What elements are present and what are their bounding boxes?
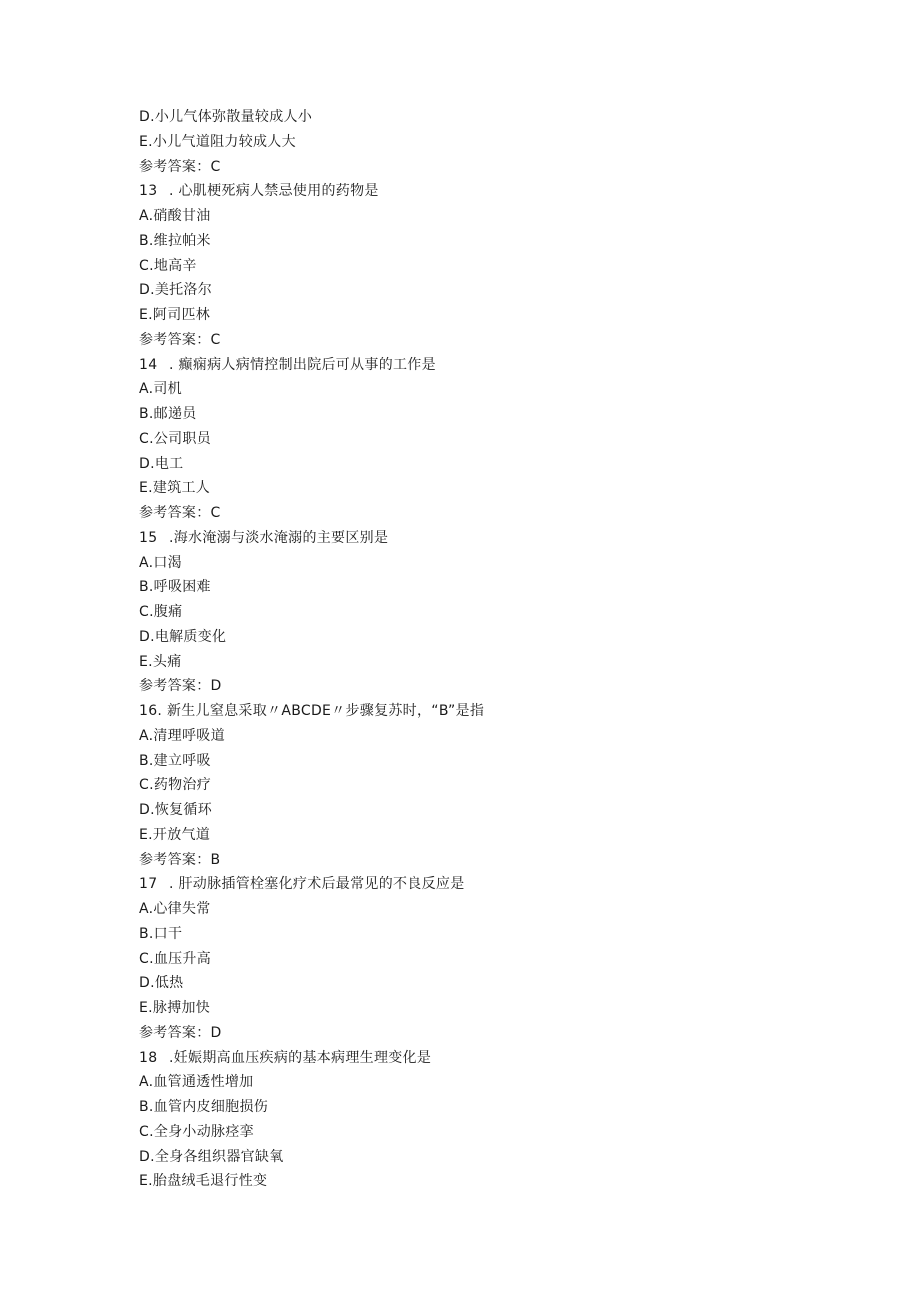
- question-stem: [139, 353, 839, 378]
- question-text: 新生儿窒息采取〃ABCDE〃步骤复苏时，“B”是指: [166, 703, 485, 719]
- option-line: C.腹痛: [139, 604, 183, 620]
- option-line: B.口干: [139, 925, 183, 942]
- question-number: 18: [139, 1049, 158, 1066]
- question-stem: [139, 1046, 839, 1071]
- option-line: E.小儿气道阻力较成人大: [139, 133, 296, 150]
- option-line: C.全身小动脉痉挛: [139, 1123, 254, 1140]
- question-number: 16.: [139, 703, 163, 719]
- question-number: 17: [139, 876, 158, 893]
- option-line: C.血压升高: [139, 950, 212, 967]
- option-line: E.开放气道: [139, 826, 211, 843]
- option-line: A.血管通透性增加: [139, 1074, 254, 1091]
- option-line: C.药物治疗: [139, 777, 212, 794]
- option-line: D.电工: [139, 455, 184, 472]
- option-line: D.美托洛尔: [139, 282, 213, 299]
- option-line: B.维拉帕米: [139, 232, 211, 249]
- question-number: 14: [139, 356, 158, 373]
- option-line: A.口渴: [139, 554, 182, 571]
- option-line: A.清理呼吸道: [139, 727, 225, 744]
- option-line: E.建筑工人: [139, 480, 211, 497]
- option-line: B.呼吸困难: [139, 579, 211, 596]
- question-stem: [139, 872, 839, 897]
- question-text: .妊娠期高血压疾病的基本病理生理变化是: [169, 1049, 432, 1066]
- option-line: B.血管内皮细胞损伤: [139, 1099, 269, 1115]
- answer-line: 参考答案：C: [139, 158, 221, 175]
- question-text: . 肝动脉插管栓塞化疗术后最常见的不良反应是: [169, 876, 465, 893]
- option-line: C.公司职员: [139, 430, 212, 447]
- option-line: E.胎盘绒毛退行性变: [139, 1173, 268, 1190]
- option-line: B.建立呼吸: [139, 752, 211, 769]
- question-text: . 癫痫病人病情控制出院后可从事的工作是: [169, 356, 436, 373]
- option-line: A.司机: [139, 381, 182, 398]
- option-line: D.电解质变化: [139, 628, 227, 645]
- option-line: D.小儿气体弥散量较成人小: [139, 109, 313, 125]
- answer-line: 参考答案：D: [139, 678, 222, 695]
- option-line: B.邮递员: [139, 406, 197, 422]
- answer-line: 参考答案：C: [139, 331, 221, 348]
- option-line: D.低热: [139, 975, 184, 992]
- option-line: D.全身各组织器官缺氧: [139, 1148, 284, 1165]
- answer-line: 参考答案：B: [139, 851, 221, 868]
- option-line: E.脉搏加快: [139, 1000, 211, 1016]
- option-line: E.阿司匹林: [139, 307, 211, 323]
- option-line: A.硝酸甘油: [139, 208, 211, 224]
- option-line: A.心律失常: [139, 901, 211, 917]
- answer-line: 参考答案：D: [139, 1024, 222, 1041]
- question-number: 15: [139, 529, 158, 546]
- option-line: D.恢复循环: [139, 802, 213, 818]
- question-stem: [139, 526, 839, 551]
- question-text: .海水淹溺与淡水淹溺的主要区别是: [169, 529, 389, 546]
- question-number: 13: [139, 183, 158, 200]
- question-stem: [139, 179, 839, 204]
- question-stem: [139, 699, 839, 724]
- option-line: E.头痛: [139, 653, 182, 670]
- answer-line: 参考答案：C: [139, 505, 221, 521]
- question-text: . 心肌梗死病人禁忌使用的药物是: [169, 183, 379, 200]
- document-content: [139, 105, 839, 1194]
- option-line: C.地高辛: [139, 257, 197, 274]
